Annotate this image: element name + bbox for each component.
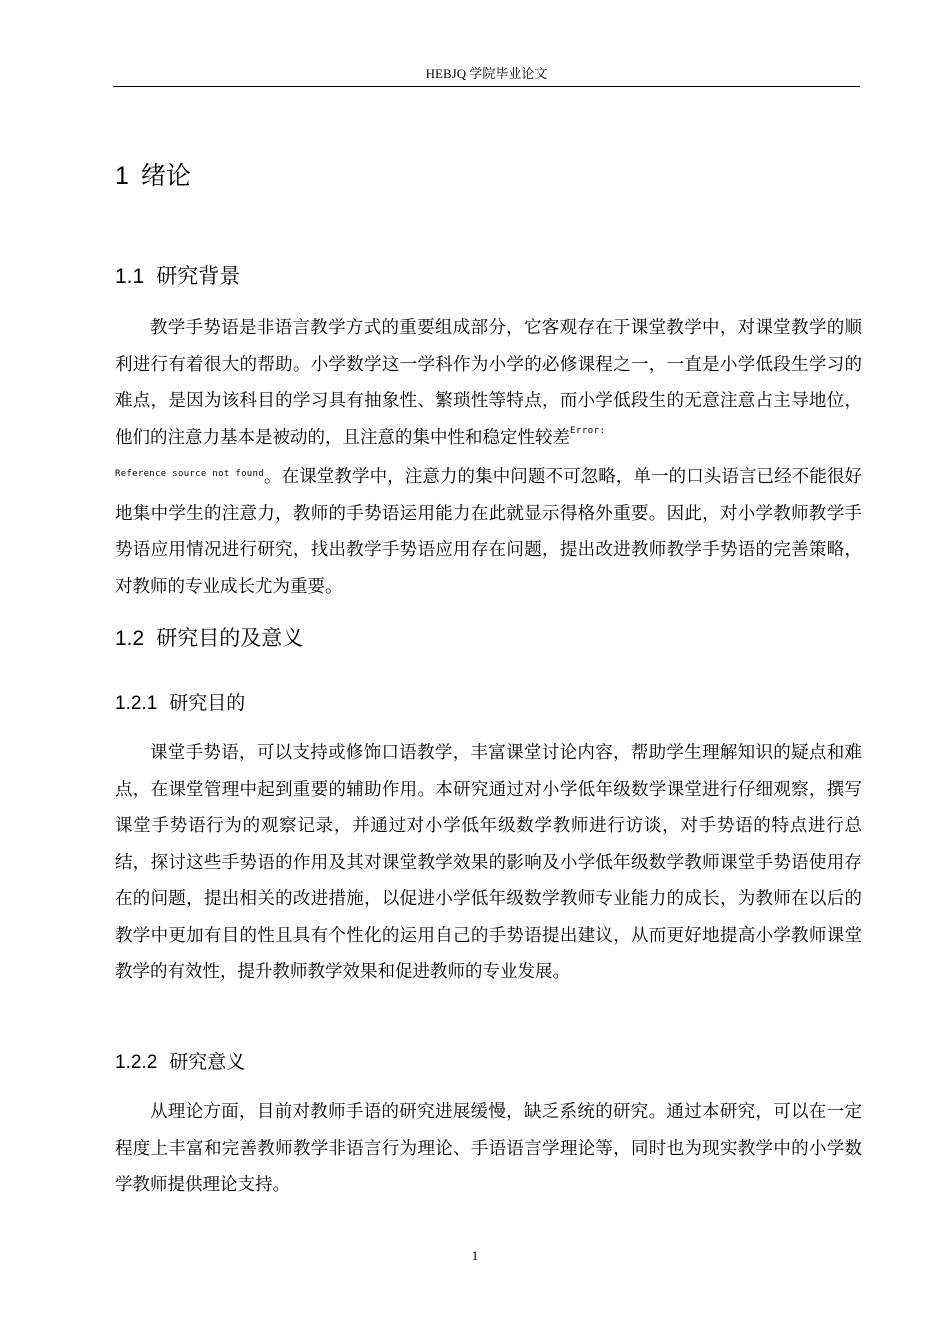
subsection-heading-1-2-1 <box>115 689 245 718</box>
paragraph-text: 教学手势语是非语言教学方式的重要组成部分，它客观存在于课堂教学中，对课堂教学的顺利进行有着很大的帮助。小学数学这一学科作为小学的必修课程之一，一直是小学低段生学习的难点，是因为该科目的学习具有抽象性、繁琐性等特点，而小学低段生的无意注意占主导地位，他们的注意力基本是被动的，且注意的集中性和稳定性较差 <box>115 318 862 448</box>
header-divider <box>113 86 860 87</box>
subsection-number: 1.2.1 <box>115 693 158 714</box>
subsection-title: 研究目的 <box>169 692 246 714</box>
subsection-heading-1-2-2 <box>115 1048 245 1077</box>
section-number: 1.1 <box>115 265 145 288</box>
running-header: HEBJQ 学院毕业论文 <box>425 66 548 81</box>
section-title: 研究背景 <box>156 264 241 288</box>
paragraph-text: 课堂手势语，可以支持或修饰口语教学，丰富课堂讨论内容，帮助学生理解知识的疑点和难点，在课堂管理中起到重要的辅助作用。本研究通过对小学低年级数学课堂进行仔细观察，撰写课堂手势语行为的观察记录，并通过对小学低年级数学教师进行访谈，对手势语的特点进行总结，探讨这些手势语的作用及其对课堂教学效果的影响及小学低年级数学教师课堂手势语使用存在的问题，提出相关的改进措施，以促进小学低年级数学教师专业能力的成长，为教师在以后的教学中更加有目的性且具有个性化的运用自己的手势语提出建议，从而更好地提高小学教师课堂教学的有效性，提升教师教学效果和促进教师的专业发展。 <box>115 743 862 982</box>
reference-error-field-cont: Reference source not found <box>115 469 264 479</box>
chapter-number: 1 <box>115 162 129 190</box>
paragraph-purpose <box>115 735 862 991</box>
reference-error-field: Error: <box>570 425 606 436</box>
paragraph-background <box>115 310 862 605</box>
paragraph-significance <box>115 1094 862 1204</box>
paragraph-text-cont: 。在课堂教学中，注意力的集中问题不可忽略，单一的口头语言已经不能很好地集中学生的注意力，教师的手势语运用能力在此就显示得格外重要。因此，对小学教师教学手势语应用情况进行研究，找出教学手势语应用存在问题，提出改进教师教学手势语的完善策略，对教师的专业成长尤为重要。 <box>115 467 862 597</box>
subsection-title: 研究意义 <box>169 1051 246 1073</box>
section-number: 1.2 <box>115 627 145 650</box>
section-heading-1-2 <box>115 623 303 654</box>
paragraph-text: 从理论方面，目前对教师手语的研究进展缓慢，缺乏系统的研究。通过本研究，可以在一定程度上丰富和完善教师教学非语言行为理论、手语语言学理论等，同时也为现实教学中的小学数学教师提供理论支持。 <box>115 1102 862 1195</box>
chapter-heading <box>115 158 191 194</box>
section-heading-1-1 <box>115 261 240 292</box>
chapter-title: 绪论 <box>140 161 191 190</box>
section-title: 研究目的及意义 <box>156 626 304 650</box>
subsection-number: 1.2.2 <box>115 1052 158 1073</box>
page-number: 1 <box>471 1248 479 1263</box>
